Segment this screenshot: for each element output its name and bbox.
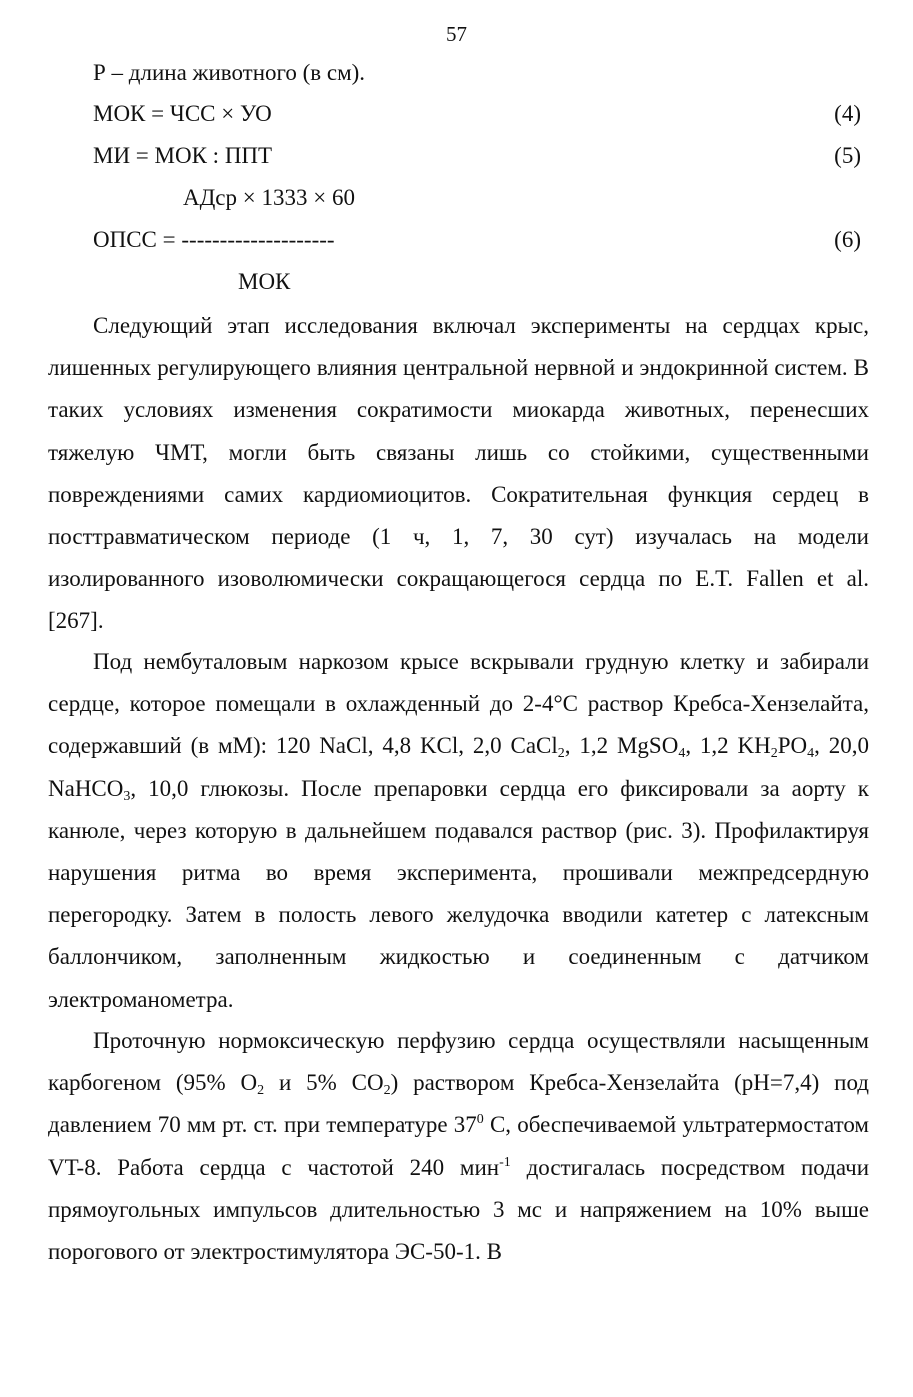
paragraph-2 (48, 641, 869, 1021)
paragraph-3-text: Проточную нормоксическую перфузию сердца осуществляли насыщенным карбогеном (95% $O_2$ и 5% $CO_2$) раствором Кребса-Хензелайта (pH=7,4) под давлением 70 мм рт. ст. при температуре $37^0$ С, обеспечиваемой ультратермостатом VT-8. Работа сердца с частотой 240 мин$^{-1}$ достигалась посредством подачи прямоугольных импульсов длительностью 3 мс и напряжением на 10% выше порогового от электростимулятора ЭС-50-1. В (48, 1028, 870, 1265)
paragraph-1 (48, 305, 869, 643)
formula-opss: ОПСС = -------------------- (93, 227, 335, 252)
formula-mok: МОК = ЧСС × УО (93, 101, 272, 126)
equation-number-4: (4) (834, 101, 861, 126)
p-definition-line: Р – длина животного (в см). (93, 60, 366, 85)
paragraph-2-text: Под нембуталовым наркозом крысе вскрывали грудную клетку и забирали сердце, которое помещали в охлажденный до 2-4°С раствор Кребса-Хензелайта, содержавший (в мМ): 120 NaCl, 4,8 KCl, 2,0 CaCl$_2$, 1,2 MgSO$_4$, 1,2 $KH_2PO_4$, 20,0 NaHCO$_3$, 10,0 глюкозы. После препаровки сердца его фиксировали за аорту к канюле, через которую в дальнейшем подавался раствор (рис. 3). Профилактируя нарушения ритма во время эксперимента, прошивали межпредсердную перегородку. Затем в полость левого желудочка вводили катетер с латексным баллончиком, заполненным жидкостью и соединенным с датчиком электроманометра. (48, 649, 869, 1012)
equation-number-5: (5) (834, 143, 861, 168)
paragraph-1-text: Следующий этап исследования включал эксперименты на сердцах крыс, лишенных регулирующего влияния центральной нервной и эндокринной систем. В таких условиях изменения сократимости миокарда животных, перенесших тяжелую ЧМТ, могли быть связаны лишь со стойкими, существенными повреждениями самих кардиомиоцитов. Сократительная функция сердец в посттравматическом периоде (1 ч, 1, 7, 30 сут) изучалась на модели изолированного изоволюмически сокращающегося сердца по E.T. Fallen et al. [267]. (48, 313, 869, 634)
formula-opss-numerator: АДср × 1333 × 60 (183, 185, 355, 210)
page-number: 57 (446, 22, 467, 46)
formula-mi: МИ = МОК : ППТ (93, 143, 273, 168)
equation-number-6: (6) (834, 227, 861, 252)
paragraph-3 (48, 1020, 869, 1273)
formula-opss-denominator: МОК (238, 269, 291, 294)
